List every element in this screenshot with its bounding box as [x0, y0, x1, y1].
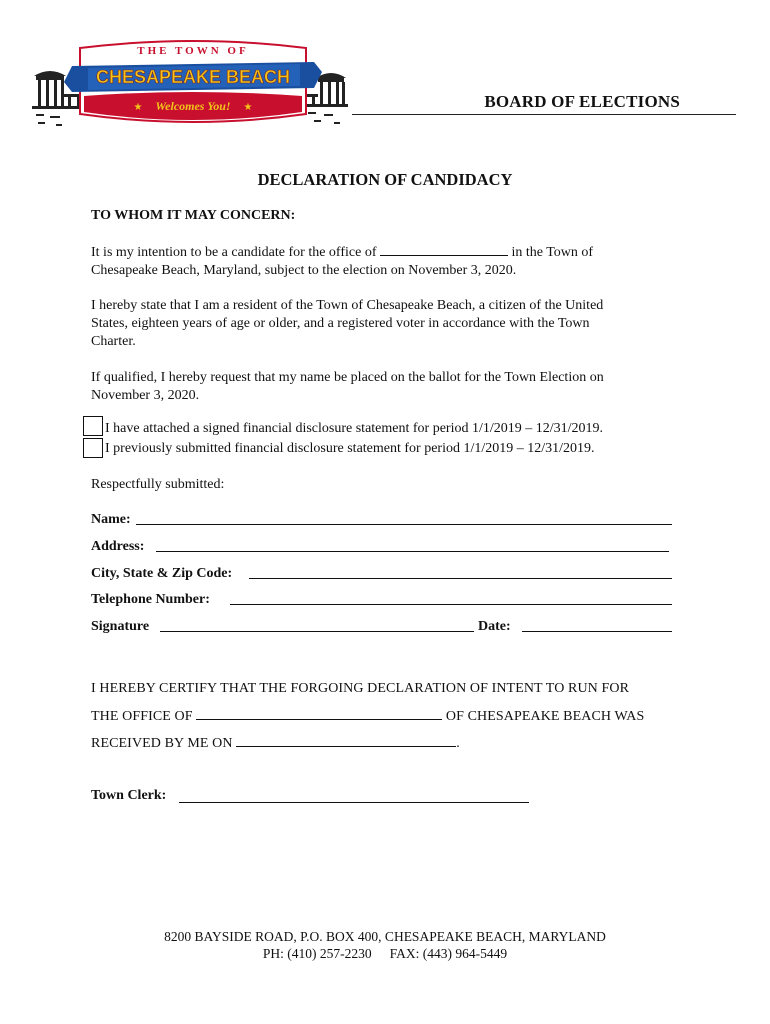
certification-line2: [91, 707, 644, 726]
footer: [0, 928, 770, 962]
closing-text: Respectfully submitted:: [91, 477, 225, 492]
date-line[interactable]: [522, 617, 672, 632]
checkbox-label: I have attached a signed financial disclosure statement for period 1/1/2019 – 12/31/2019.: [105, 421, 604, 436]
signature-line[interactable]: [160, 617, 474, 632]
document-title: DECLARATION OF CANDIDACY: [257, 170, 513, 189]
ballot-line2: November 3, 2020.: [91, 388, 200, 403]
certification-office-blank[interactable]: [196, 707, 442, 720]
footer-address: 8200 BAYSIDE ROAD, P.O. BOX 400, CHESAPEAKE BEACH, MARYLAND: [164, 929, 606, 944]
certification-line1: I HEREBY CERTIFY THAT THE FORGOING DECLARATION OF INTENT TO RUN FOR: [91, 681, 630, 696]
header-rule: [352, 114, 736, 115]
residency-line1: I hereby state that I am a resident of the Town of Chesapeake Beach, a citizen of the United: [91, 298, 604, 313]
office-blank[interactable]: [380, 243, 508, 256]
town-logo: [28, 38, 358, 138]
logo-top-text: THE TOWN OF: [137, 45, 249, 57]
name-line[interactable]: [136, 510, 672, 525]
certification-line3-before: RECEIVED BY ME ON: [91, 736, 233, 751]
star-icon: ★: [243, 102, 253, 113]
star-icon: ★: [133, 102, 143, 113]
residency-paragraph: [91, 297, 671, 351]
footer-phone: PH: (410) 257-2230: [262, 946, 372, 961]
certification-line3: [91, 734, 460, 753]
logo-tagline: Welcomes You!: [155, 99, 231, 113]
intention-text-line2: Chesapeake Beach, Maryland, subject to the election on November 3, 2020.: [91, 263, 517, 278]
address-field-label: Address:: [91, 539, 145, 554]
received-date-blank[interactable]: [236, 734, 456, 747]
previous-disclosure-checkbox[interactable]: [83, 438, 103, 458]
address-line[interactable]: [156, 537, 669, 552]
residency-line2: States, eighteen years of age or older, and a registered voter in accordance with the Town: [91, 316, 590, 331]
date-field-label: Date:: [478, 619, 511, 634]
certification-line2-after: OF CHESAPEAKE BEACH WAS: [445, 709, 645, 724]
intention-text-after: in the Town of: [511, 245, 594, 260]
ballot-paragraph: [91, 369, 671, 405]
salutation: TO WHOM IT MAY CONCERN:: [91, 208, 296, 223]
telephone-field-label: Telephone Number:: [91, 592, 210, 607]
telephone-line[interactable]: [230, 590, 672, 605]
board-title: BOARD OF ELECTIONS: [484, 92, 680, 111]
certification-line3-after: .: [456, 736, 460, 751]
city-state-zip-line[interactable]: [249, 564, 672, 579]
intention-text-before: It is my intention to be a candidate for the office of: [91, 245, 377, 260]
name-field-label: Name:: [91, 512, 131, 527]
residency-line3: Charter.: [91, 334, 136, 349]
attached-disclosure-checkbox[interactable]: [83, 416, 103, 436]
logo-main-text: CHESAPEAKE BEACH: [95, 67, 291, 87]
town-clerk-line[interactable]: [179, 787, 529, 803]
signature-field-label: Signature: [91, 619, 150, 634]
footer-contact: [0, 945, 770, 962]
ballot-line1: If qualified, I hereby request that my name be placed on the ballot for the Town Election on: [91, 370, 604, 385]
certification-line2-before: THE OFFICE OF: [91, 709, 193, 724]
town-clerk-label: Town Clerk:: [91, 788, 167, 803]
footer-fax: FAX: (443) 964-5449: [389, 946, 508, 961]
city-state-zip-field-label: City, State & Zip Code:: [91, 566, 233, 581]
intention-paragraph: [91, 243, 661, 280]
checkbox-label: I previously submitted financial disclosure statement for period 1/1/2019 – 12/31/2019.: [105, 441, 595, 456]
